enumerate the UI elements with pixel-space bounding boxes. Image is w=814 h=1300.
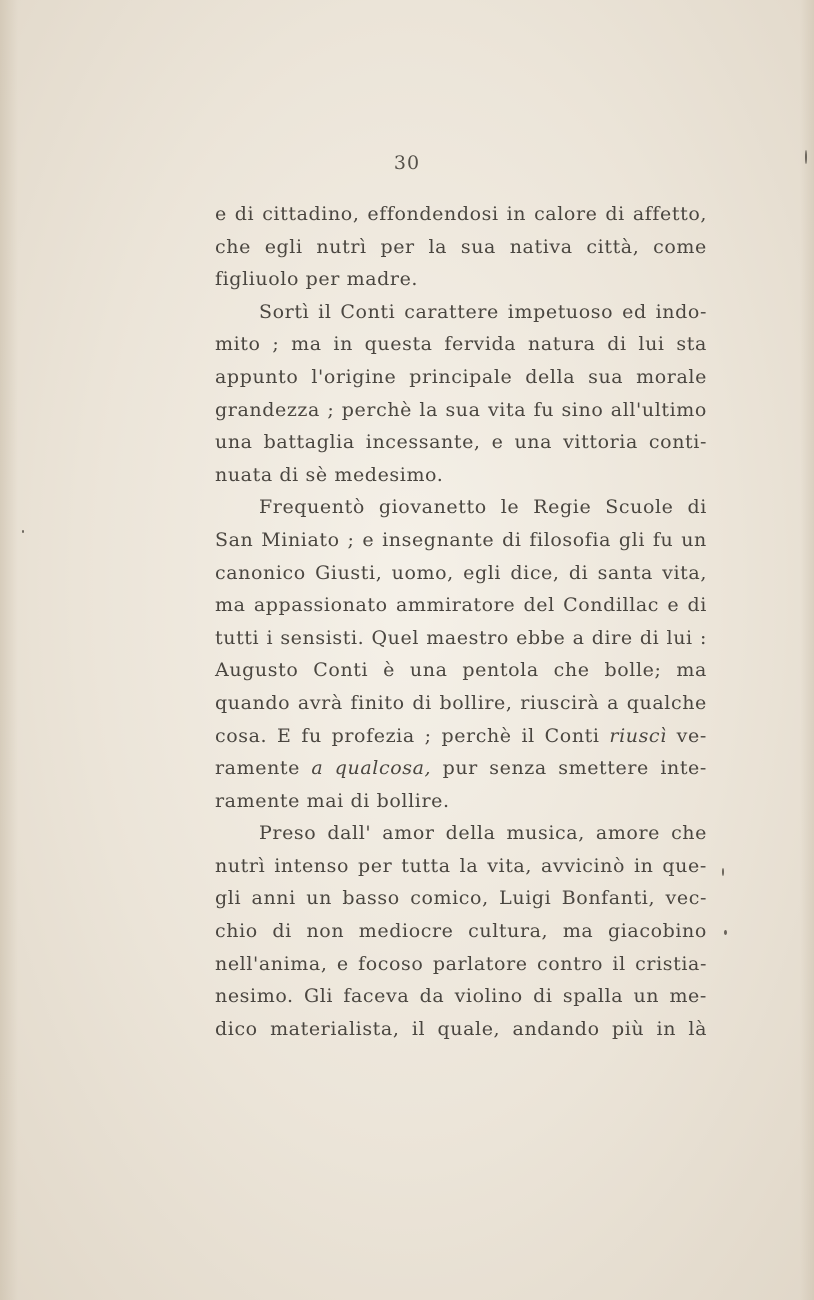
text-line: tutti i sensisti. Quel maestro ebbe a dire di lui :: [215, 626, 707, 649]
paper-speck: [805, 150, 807, 164]
text-line: figliuolo per madre.: [215, 268, 419, 291]
paper-speck: [724, 930, 727, 935]
text-line: una battaglia incessante, e una vittoria conti-: [215, 431, 707, 454]
text-line: Preso dall' amor della musica, amore che: [259, 822, 707, 845]
page-number: 30: [393, 152, 421, 174]
text-line: appunto l'origine principale della sua morale: [215, 365, 707, 388]
text-line: grandezza ; perchè la sua vita fu sino all'ultimo: [215, 398, 707, 421]
text-line: ramente mai di bollire.: [215, 789, 450, 812]
text-line: ramente a qualcosa, pur senza smettere inte-: [215, 757, 707, 780]
text-line: canonico Giusti, uomo, egli dice, di santa vita,: [215, 561, 707, 584]
paper-speck: [22, 530, 24, 533]
text-line: cosa. E fu profezia ; perchè il Conti riuscì ve-: [215, 724, 707, 747]
text-line: dico materialista, il quale, andando più in là: [215, 1017, 707, 1040]
text-line: nuata di sè medesimo.: [215, 463, 444, 486]
text-line: Sortì il Conti carattere impetuoso ed indo-: [259, 300, 707, 323]
text-line: nutrì intenso per tutta la vita, avvicinò in que-: [215, 854, 707, 877]
text-line: nell'anima, e focoso parlatore contro il cristia-: [215, 952, 707, 975]
text-line: mito ; ma in questa fervida natura di lui sta: [215, 333, 707, 356]
text-line: San Miniato ; e insegnante di filosofia gli fu un: [215, 528, 707, 551]
paper-speck: [722, 868, 724, 876]
text-line: quando avrà finito di bollire, riuscirà a qualche: [215, 691, 707, 714]
page-edge-shadow-right: [800, 0, 814, 1300]
text-line: Frequentò giovanetto le Regie Scuole di: [259, 496, 707, 519]
text-line: ma appassionato ammiratore del Condillac e di: [215, 594, 707, 617]
body-text: [215, 198, 707, 1045]
text-line: che egli nutrì per la sua nativa città, come: [215, 235, 707, 258]
text-line: nesimo. Gli faceva da violino di spalla un me-: [215, 985, 707, 1008]
text-line: gli anni un basso comico, Luigi Bonfanti, vec-: [215, 887, 707, 910]
text-line: Augusto Conti è una pentola che bolle; ma: [215, 659, 707, 682]
text-line: chio di non mediocre cultura, ma giacobino: [215, 920, 707, 943]
page-edge-shadow-left: [0, 0, 18, 1300]
text-line: e di cittadino, effondendosi in calore di affetto,: [215, 203, 707, 225]
